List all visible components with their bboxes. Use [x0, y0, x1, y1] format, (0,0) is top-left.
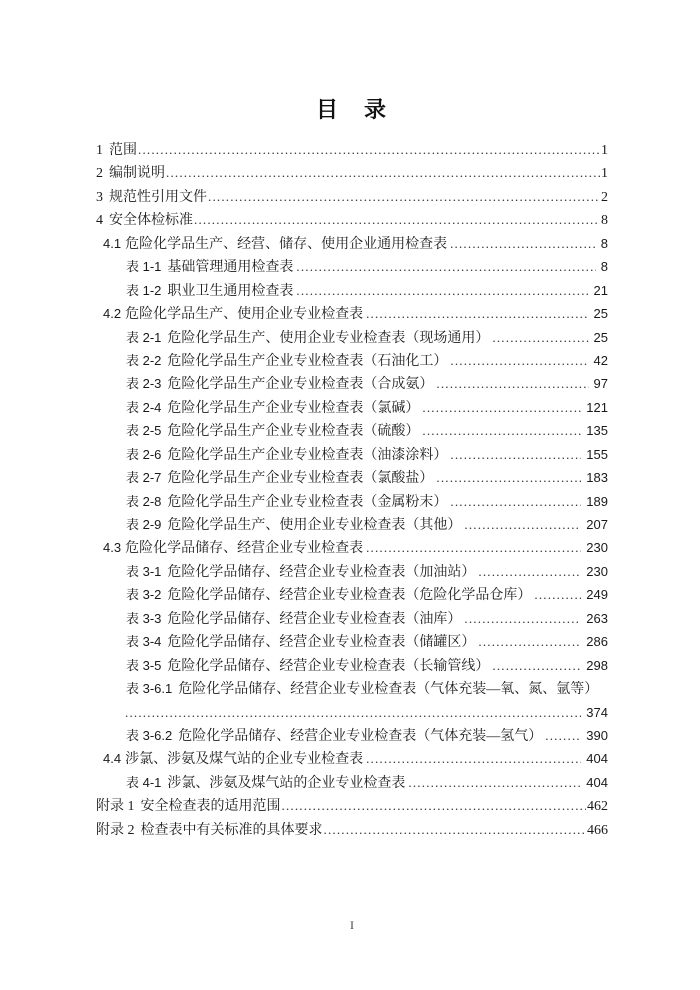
toc-entry[interactable]: [96, 138, 608, 161]
toc-entry-number: 表 2-5: [126, 423, 162, 439]
toc-leader-dots: [478, 630, 581, 653]
toc-leader-dots: [408, 771, 581, 794]
document-page: [96, 0, 608, 990]
toc-entry-number: 表 3-6.2: [126, 727, 173, 743]
toc-leader-dots: [366, 536, 581, 559]
toc-entry-number: 表 2-1: [126, 329, 162, 345]
toc-entry-title: 危险化学品生产、使用企业专业检查表（其他）: [167, 518, 462, 533]
toc-leader-dots: [450, 232, 596, 255]
toc-page-number: 249: [586, 587, 608, 603]
toc-page-number: 404: [586, 774, 608, 790]
toc-entry[interactable]: [96, 419, 608, 442]
toc-page-number: 404: [586, 751, 608, 767]
toc-leader-dots: [324, 818, 587, 841]
toc-entry-number: 4: [96, 213, 103, 229]
toc-entry-title: 危险化学品生产企业专业检查表（硫酸）: [167, 424, 420, 440]
toc-page-number: 230: [586, 563, 608, 579]
toc-entry-number: 3: [96, 189, 103, 205]
toc-entry[interactable]: [96, 724, 608, 747]
toc-entry[interactable]: [96, 466, 608, 489]
toc-leader-dots: [450, 349, 588, 372]
toc-entry-title: 危险化学品生产企业专业检查表（合成氨）: [167, 377, 434, 393]
toc-entry-number: 表 2-4: [126, 399, 162, 415]
toc-entry-number: 4.2: [103, 306, 122, 322]
toc-entry-number: 附录 1: [96, 799, 135, 815]
toc-entry-title: 涉氯、涉氨及煤气站的企业专业检查表: [167, 775, 406, 791]
toc-entry[interactable]: [96, 349, 608, 372]
toc-entry[interactable]: [96, 255, 608, 278]
toc-entry-number: 表 2-2: [126, 352, 162, 368]
toc-entry[interactable]: [96, 560, 608, 583]
toc-leader-dots: [492, 654, 581, 677]
toc-page-number: 374: [586, 704, 608, 720]
toc-entry[interactable]: [96, 607, 608, 630]
toc-entry[interactable]: [96, 677, 608, 700]
toc-entry-title: 安全体检标准: [109, 213, 193, 229]
toc-page-number: 207: [586, 517, 608, 532]
toc-leader-dots: [194, 208, 600, 231]
toc-page-number: 25: [593, 306, 608, 322]
toc-page-number: 155: [586, 446, 608, 462]
toc-leader-dots: [166, 161, 600, 184]
toc-entry-number: 表 1-2: [126, 282, 162, 298]
toc-entry-number: 表 2-3: [126, 376, 162, 392]
toc-entry[interactable]: [96, 396, 608, 419]
toc-entry-number: 4.3: [103, 540, 122, 556]
toc-entry-number: 表 2-6: [126, 446, 162, 462]
toc-entry-number: 4.1: [103, 235, 122, 251]
toc-entry-title: 危险化学品生产、使用企业专业检查表（现场通用）: [167, 330, 490, 346]
toc-entry-title: 危险化学品储存、经营企业专业检查表（加油站）: [167, 564, 476, 580]
toc-entry[interactable]: [96, 583, 608, 606]
toc-entry-title: 危险化学品生产企业专业检查表（氯碱）: [167, 400, 420, 416]
toc-leader-dots: [282, 794, 587, 817]
toc-entry[interactable]: [96, 654, 608, 677]
toc-entry-number: 表 2-7: [126, 470, 162, 486]
toc-entry[interactable]: [96, 443, 608, 466]
toc-entry-title: 危险化学品储存、经营企业专业检查表（长输管线）: [167, 658, 490, 674]
toc-title: 目 录: [315, 97, 388, 122]
toc-leader-dots: [545, 724, 581, 747]
toc-entry-title: 检查表中有关标准的具体要求: [140, 822, 323, 838]
toc-entry-number: 表 2-9: [126, 517, 162, 532]
toc-entry-title: 安全检查表的适用范围: [140, 799, 281, 815]
toc-entry-title: 危险化学品储存、经营企业专业检查表: [125, 541, 364, 557]
toc-leader-dots: [436, 372, 588, 395]
toc-entry[interactable]: [96, 536, 608, 559]
toc-entry-title: 危险化学品生产企业专业检查表（金属粉末）: [167, 494, 448, 510]
toc-entry[interactable]: [96, 771, 608, 794]
toc-page-number: 25: [593, 329, 608, 345]
toc-page-number: 390: [586, 727, 608, 743]
toc-entry-title: 危险化学品储存、经营企业专业检查表（气体充装—氢气）: [178, 728, 543, 744]
toc-page-number: 230: [586, 540, 608, 556]
toc-entry[interactable]: [96, 513, 608, 536]
toc-page-number: 8: [600, 259, 608, 275]
toc-entry-number: 2: [96, 166, 103, 182]
toc-entry-title: 涉氯、涉氨及煤气站的企业专业检查表: [125, 752, 364, 768]
toc-entry[interactable]: [96, 279, 608, 302]
toc-entry-number: 表 3-1: [126, 563, 162, 579]
toc-entry-title: 危险化学品生产企业专业检查表（氯酸盐）: [167, 471, 434, 487]
toc-entry[interactable]: [96, 747, 608, 770]
toc-entry-title: 危险化学品储存、经营企业专业检查表（油库）: [167, 611, 462, 627]
toc-leader-dots: [464, 607, 581, 630]
toc-entry[interactable]: [96, 372, 608, 395]
toc-page-number: 189: [586, 493, 608, 509]
toc-leader-dots: [492, 326, 588, 349]
toc-leader-dots: [138, 138, 600, 161]
toc-entry-number: 4.4: [103, 751, 122, 767]
toc-entry-number: 表 3-2: [126, 587, 162, 603]
toc-entry-title: 危险化学品生产、经营、储存、使用企业通用检查表: [125, 236, 448, 252]
toc-page-number: 1: [601, 166, 608, 182]
toc-entry-number: 表 3-6.1: [126, 681, 173, 697]
toc-leader-dots: [450, 490, 581, 513]
toc-leader-dots: [296, 279, 588, 302]
toc-page-number: 8: [601, 213, 608, 229]
toc-leader-dots: [208, 185, 600, 208]
toc-entry-title: 危险化学品生产、使用企业专业检查表: [125, 307, 364, 323]
toc-entry[interactable]: [96, 490, 608, 513]
toc-leader-dots: [478, 560, 581, 583]
toc-entry-number: 表 3-5: [126, 657, 162, 673]
toc-entry-title: 危险化学品储存、经营企业专业检查表（危险化学品仓库）: [167, 588, 532, 604]
toc-entry-title: 职业卫生通用检查表: [167, 283, 294, 299]
toc-entry-title: 危险化学品储存、经营企业专业检查表（储罐区）: [167, 635, 476, 651]
toc-entry-title: 危险化学品生产企业专业检查表（石油化工）: [167, 353, 448, 369]
toc-leader-dots: [296, 255, 595, 278]
toc-entry-number: 表 3-4: [126, 634, 162, 650]
toc-page-number: 97: [593, 376, 608, 392]
toc-entry[interactable]: [96, 630, 608, 653]
toc-page-number: 298: [586, 657, 608, 673]
toc-leader-dots: [125, 701, 581, 724]
toc-page-number: 8: [600, 235, 608, 251]
toc-entry[interactable]: [96, 232, 608, 255]
toc-leader-dots: [422, 396, 581, 419]
toc-entry-title: 基础管理通用检查表: [167, 260, 294, 276]
toc-leader-dots: [366, 302, 588, 325]
toc-entry[interactable]: [96, 208, 608, 231]
toc-page-number: 286: [586, 634, 608, 650]
toc-leader-dots: [450, 443, 581, 466]
toc-leader-dots: [464, 513, 581, 536]
toc-entry[interactable]: [96, 185, 608, 208]
toc-page-number: 263: [586, 610, 608, 626]
toc-leader-dots: [534, 583, 581, 606]
toc-entry[interactable]: [96, 302, 608, 325]
toc-entry-number: 表 2-8: [126, 493, 162, 509]
page-footer-number: I: [350, 918, 354, 932]
toc-page-number: 183: [586, 470, 608, 486]
toc-page-number: 21: [593, 282, 608, 298]
toc-page-number: 462: [587, 799, 608, 815]
toc-leader-dots: [436, 466, 581, 489]
toc-entry-continuation[interactable]: [96, 701, 608, 724]
toc-entry-number: 表 1-1: [126, 259, 162, 275]
toc-entry-number: 表 4-1: [126, 774, 162, 790]
toc-page-number: 466: [587, 822, 608, 838]
toc-entry-title: 编制说明: [109, 166, 165, 182]
table-of-contents: [96, 138, 608, 841]
toc-leader-dots: [422, 419, 581, 442]
toc-entry[interactable]: [96, 818, 608, 841]
toc-entry[interactable]: [96, 326, 608, 349]
toc-entry-number: 表 3-3: [126, 610, 162, 626]
toc-page-number: 1: [601, 143, 608, 158]
toc-leader-dots: [366, 747, 581, 770]
toc-entry-number: 1: [96, 143, 103, 158]
toc-entry-title: 规范性引用文件: [109, 189, 207, 205]
toc-entry-title: 危险化学品储存、经营企业专业检查表（气体充装—氧、氮、氩等）: [178, 682, 599, 698]
toc-entry[interactable]: [96, 794, 608, 817]
toc-page-number: 135: [586, 423, 608, 439]
toc-entry-title: 范围: [109, 143, 137, 158]
toc-entry-number: 附录 2: [96, 822, 135, 838]
toc-page-number: 2: [601, 189, 608, 205]
toc-page-number: 42: [593, 352, 608, 368]
toc-page-number: 121: [586, 399, 608, 415]
toc-entry[interactable]: [96, 161, 608, 184]
toc-entry-title: 危险化学品生产企业专业检查表（油漆涂料）: [167, 447, 448, 463]
